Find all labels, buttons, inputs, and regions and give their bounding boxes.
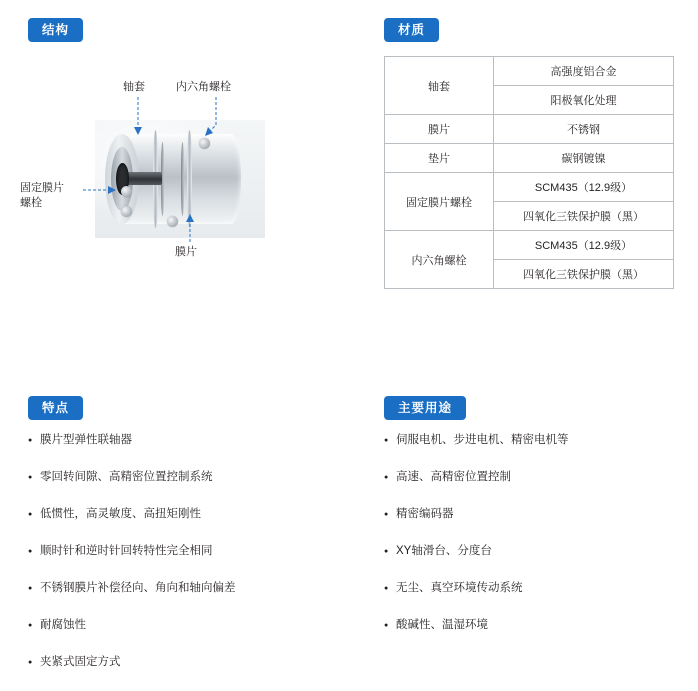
section-badge-features: 特点 <box>28 396 83 420</box>
list-item: ● 无尘、真空环境传动系统 <box>384 580 684 597</box>
material-name-cell: 固定膜片螺栓 <box>385 173 494 231</box>
table-row <box>385 173 674 202</box>
list-item: ● 精密编码器 <box>384 506 684 523</box>
list-item: ● XY轴滑台、分度台 <box>384 543 684 560</box>
material-value-cell: 四氧化三铁保护膜（黑） <box>494 260 674 289</box>
list-item: ● 高速、高精密位置控制 <box>384 469 684 486</box>
list-item: ● 膜片型弹性联轴器 <box>28 432 328 449</box>
label-hex-bolt: 内六角螺栓 <box>176 81 231 93</box>
list-item: ● 伺服电机、步进电机、精密电机等 <box>384 432 684 449</box>
material-value-cell: 不锈钢 <box>494 115 674 144</box>
material-value-cell: 阳极氧化处理 <box>494 86 674 115</box>
coupling-diagram <box>20 55 360 285</box>
table-row <box>385 115 674 144</box>
material-name-cell: 内六角螺栓 <box>385 231 494 289</box>
list-item: ● 夹紧式固定方式 <box>28 654 328 671</box>
material-value-cell: 高强度铝合金 <box>494 57 674 86</box>
features-list <box>28 432 328 691</box>
material-name-cell: 垫片 <box>385 144 494 173</box>
label-bushing: 轴套 <box>123 81 145 93</box>
section-badge-uses: 主要用途 <box>384 396 466 420</box>
material-name-cell: 膜片 <box>385 115 494 144</box>
list-item: ● 低惯性，高灵敏度、高扭矩刚性 <box>28 506 328 523</box>
label-diaphragm: 膜片 <box>175 246 197 258</box>
material-table <box>384 56 674 289</box>
material-value-cell: 四氧化三铁保护膜（黑） <box>494 202 674 231</box>
label-fixing-bolt-line1: 固定膜片 <box>20 182 64 194</box>
list-item: ● 耐腐蚀性 <box>28 617 328 634</box>
list-item: ● 零回转间隙、高精密位置控制系统 <box>28 469 328 486</box>
table-row <box>385 144 674 173</box>
list-item: ● 顺时针和逆时针回转特性完全相同 <box>28 543 328 560</box>
section-badge-material: 材质 <box>384 18 439 42</box>
material-value-cell: 碳钢镀镍 <box>494 144 674 173</box>
material-value-cell: SCM435（12.9级） <box>494 173 674 202</box>
table-row <box>385 57 674 86</box>
table-row <box>385 231 674 260</box>
uses-list <box>384 432 684 654</box>
section-badge-structure: 结构 <box>28 18 83 42</box>
list-item: ● 酸碱性、温湿环境 <box>384 617 684 634</box>
material-value-cell: SCM435（12.9级） <box>494 231 674 260</box>
list-item: ● 不锈钢膜片补偿径向、角向和轴向偏差 <box>28 580 328 597</box>
label-fixing-bolt-line2: 螺栓 <box>20 197 42 209</box>
material-name-cell: 轴套 <box>385 57 494 115</box>
